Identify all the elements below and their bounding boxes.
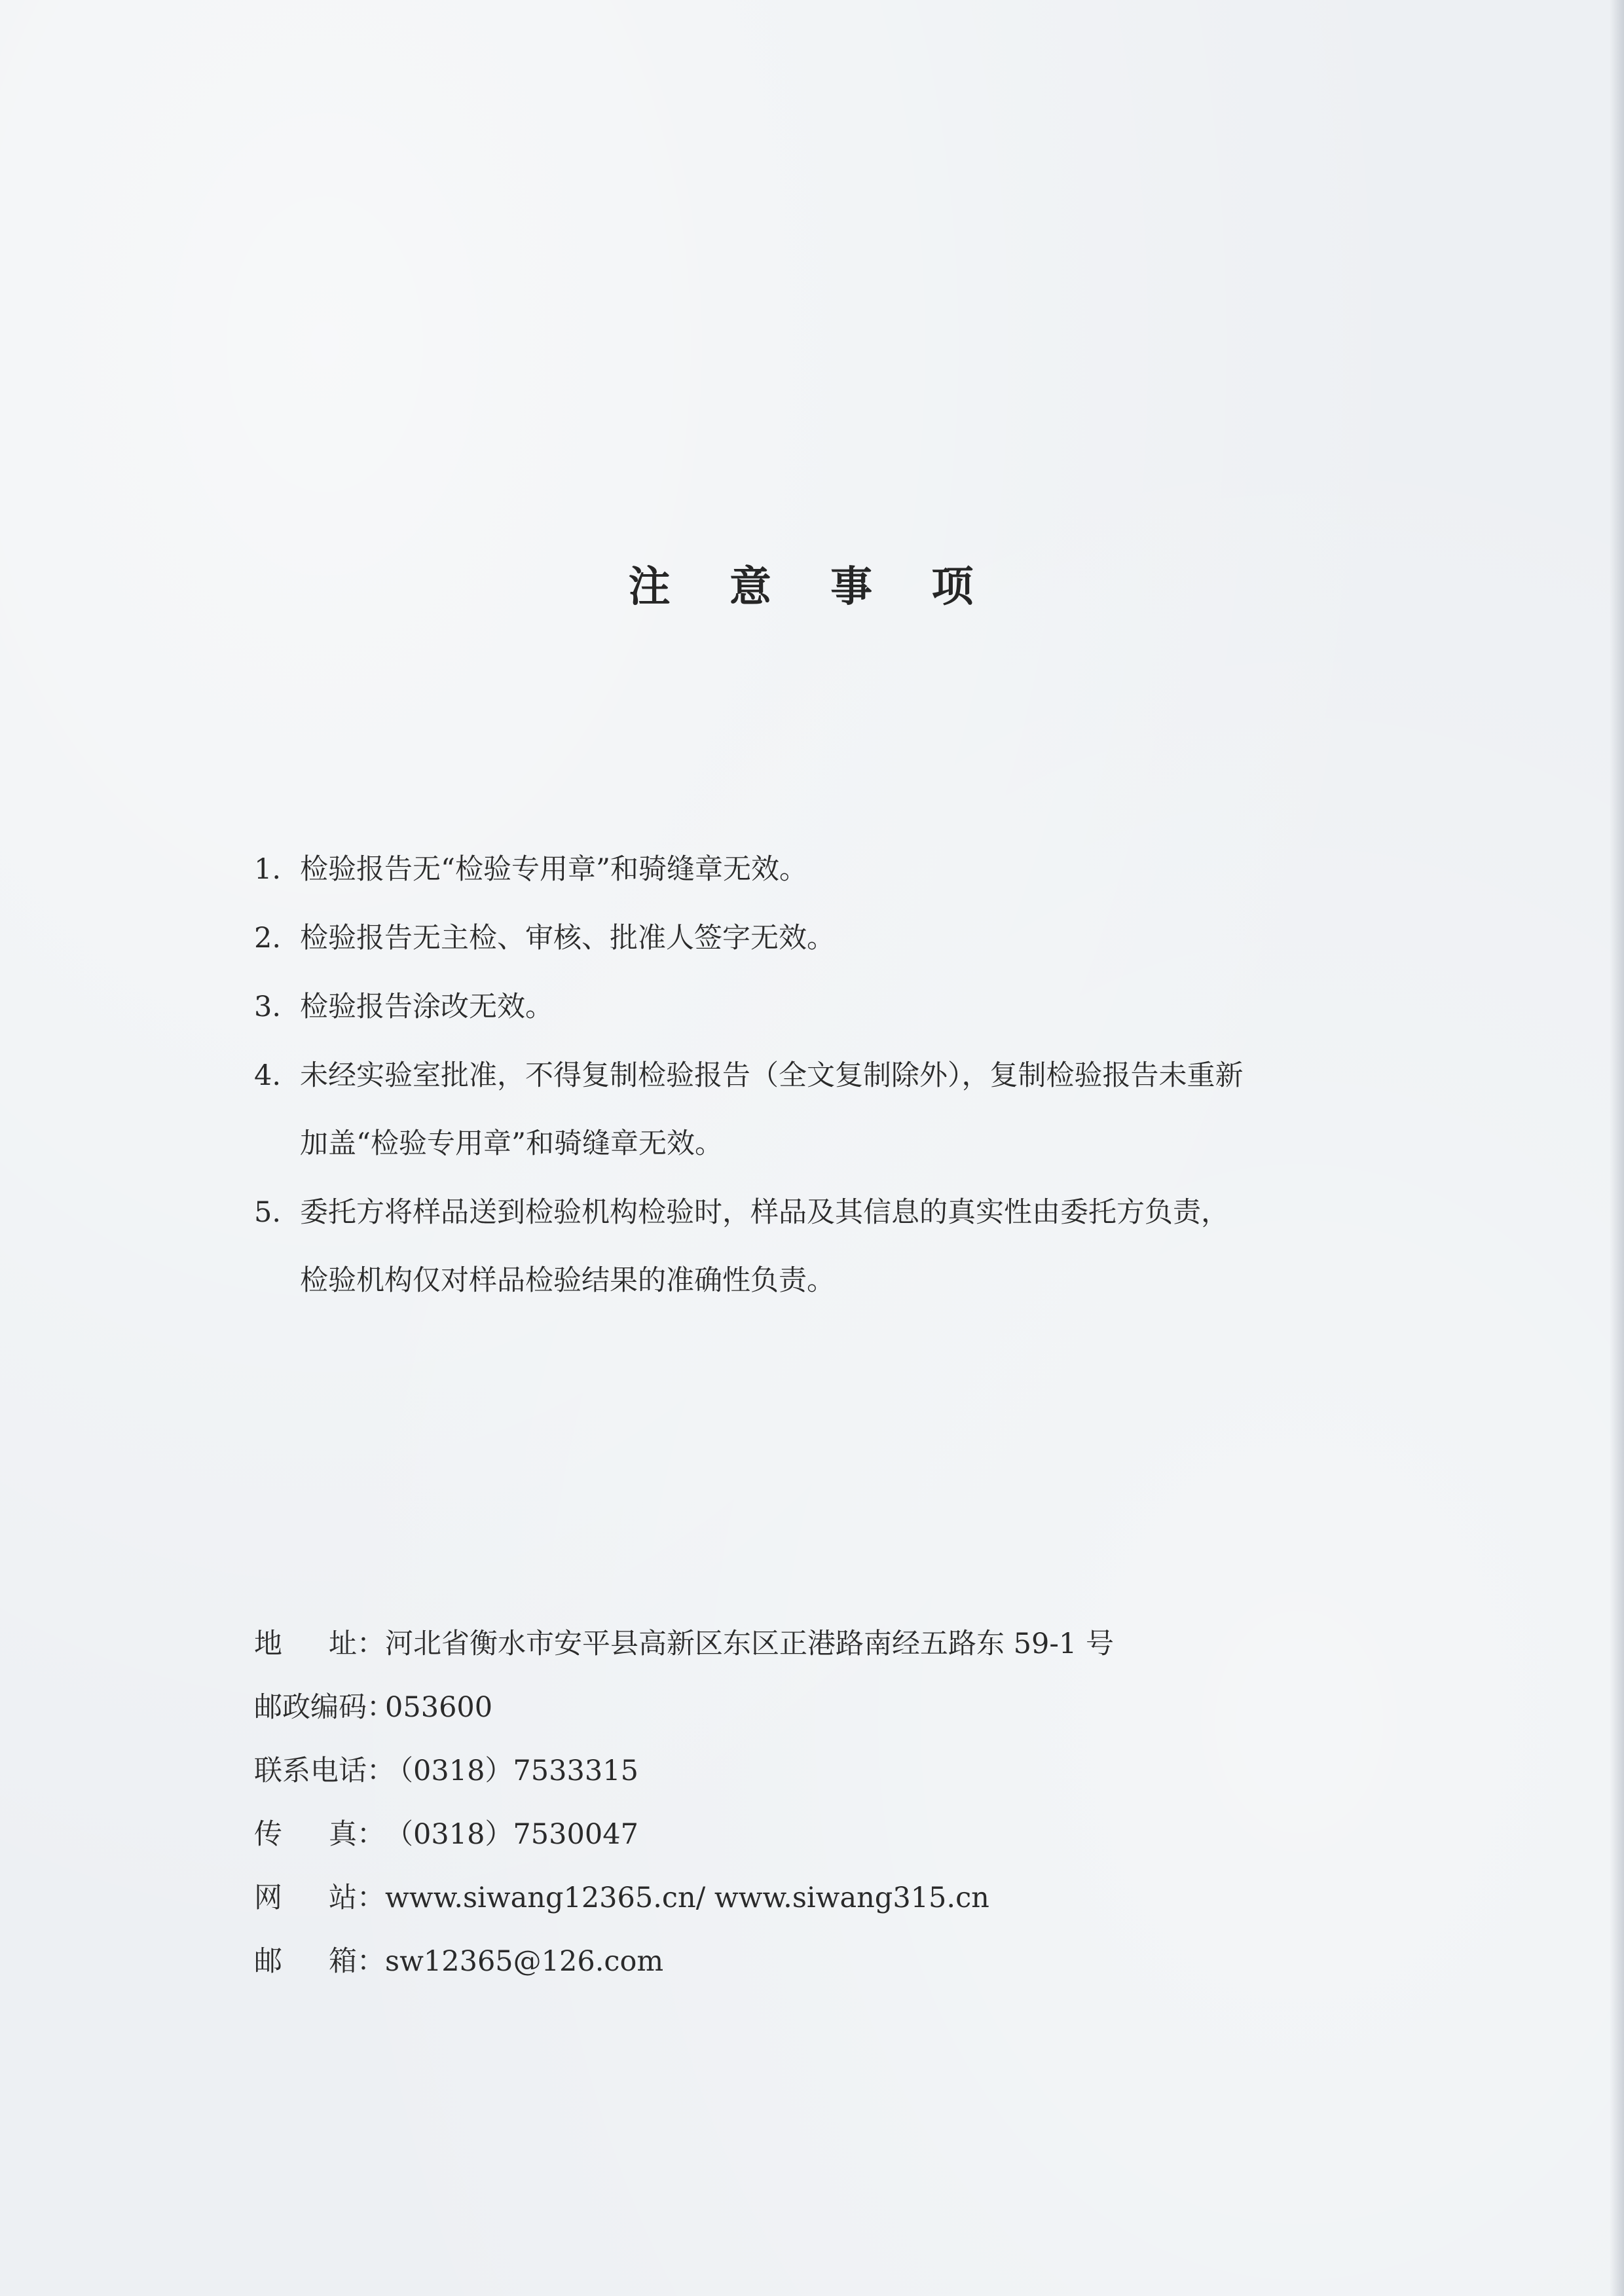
label-char: 址：	[329, 1628, 385, 1660]
postcode-value: 053600	[385, 1691, 493, 1724]
label-char: 真：	[329, 1818, 385, 1851]
note-text-line-2: 检验机构仅对样品检验结果的准确性负责。	[300, 1264, 835, 1297]
contact-fax	[254, 1816, 1433, 1853]
website-value: www.siwang12365.cn/ www.siwang315.cn	[385, 1882, 989, 1914]
note-text: 检验报告无“检验专用章”和骑缝章无效。	[300, 853, 807, 886]
contact-website	[254, 1880, 1433, 1916]
label-char: 网	[254, 1882, 282, 1914]
note-item-2	[254, 920, 1433, 957]
notes-list	[254, 851, 1433, 1331]
contact-label: 邮政编码：	[254, 1691, 395, 1724]
note-item-1	[254, 851, 1433, 888]
note-text: 检验报告无主检、审核、批准人签字无效。	[300, 922, 835, 955]
contact-label	[254, 1626, 385, 1662]
page-edge-shadow	[1610, 0, 1624, 2296]
label-char: 箱：	[329, 1945, 385, 1978]
contact-label: 联系电话：	[254, 1755, 395, 1787]
note-text-line-1: 未经实验室批准，不得复制检验报告（全文复制除外），复制检验报告未重新	[300, 1059, 1244, 1092]
contact-info	[254, 1626, 1433, 2007]
label-char: 邮	[254, 1945, 282, 1978]
email-value: sw12365@126.com	[385, 1945, 664, 1978]
note-number: 3.	[254, 991, 282, 1023]
label-char: 站：	[329, 1882, 385, 1914]
note-number: 2.	[254, 922, 282, 955]
note-number: 1.	[254, 853, 282, 886]
phone-value: （0318）7533315	[385, 1755, 638, 1787]
address-value: 河北省衡水市安平县高新区东区正港路南经五路东 59-1 号	[385, 1628, 1114, 1660]
contact-phone	[254, 1753, 1433, 1789]
label-char: 传	[254, 1818, 282, 1851]
note-text-line-2: 加盖“检验专用章”和骑缝章无效。	[300, 1127, 723, 1160]
note-text-line-1: 委托方将样品送到检验机构检验时，样品及其信息的真实性由委托方负责，	[300, 1196, 1229, 1229]
note-item-4	[254, 1057, 1433, 1162]
page-title: 注 意 事 项	[628, 563, 996, 611]
contact-label	[254, 1816, 385, 1853]
contact-label	[254, 1943, 385, 1980]
note-item-5	[254, 1194, 1433, 1299]
contact-label	[254, 1880, 385, 1916]
contact-email	[254, 1943, 1433, 1980]
note-number: 5.	[254, 1196, 282, 1229]
contact-postcode	[254, 1689, 1433, 1726]
contact-address	[254, 1626, 1433, 1662]
note-item-3	[254, 989, 1433, 1025]
note-text: 检验报告涂改无效。	[300, 991, 553, 1023]
note-number: 4.	[254, 1059, 282, 1092]
label-char: 地	[254, 1628, 282, 1660]
fax-value: （0318）7530047	[385, 1818, 638, 1851]
